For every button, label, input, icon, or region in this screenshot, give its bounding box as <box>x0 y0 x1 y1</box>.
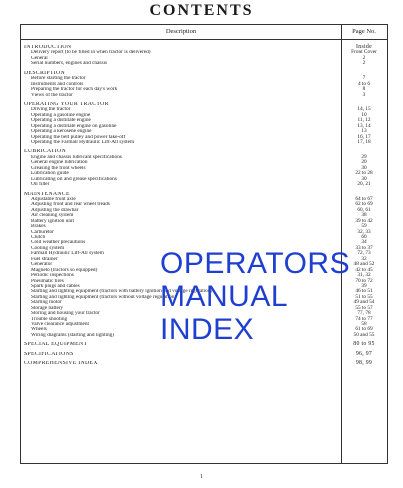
overlay-line-2: MANUAL <box>160 280 289 313</box>
page-reference: 98, 99 <box>355 360 373 367</box>
item-description: Starting motor <box>31 300 62 306</box>
page-reference: 32, 33 <box>357 228 371 235</box>
item-description: Magneto (tractors so equipped) <box>31 267 98 273</box>
item-description: Carburetor <box>31 229 54 235</box>
item-description: Periodic inspections <box>31 273 74 279</box>
page-reference: 60 <box>361 234 367 240</box>
page-reference: 4 to 6 <box>357 80 371 87</box>
page-reference: 16, 17 <box>357 133 371 140</box>
item-description: Operating a kerosene engine <box>31 129 92 135</box>
item-description: Driving the tractor <box>31 107 71 113</box>
item-description: Lubricating oil and grease specifications <box>31 176 117 182</box>
page-reference: 7 <box>362 75 366 82</box>
item-description: Oil filter <box>31 182 50 188</box>
item-description: Adjusting the drawbar <box>31 207 79 213</box>
section-row <box>21 361 387 366</box>
item-description: Trouble shooting <box>31 316 68 322</box>
page-reference: 39 <box>361 282 367 289</box>
item-description: Brakes <box>31 224 46 230</box>
item-description: Adjustable front axle <box>31 196 76 202</box>
contents-table <box>20 24 388 464</box>
item-description: Preparing the tractor for each day's work <box>31 87 118 93</box>
page-reference: 50 and 55 <box>353 331 375 338</box>
page-column-header: Page No. <box>352 28 376 35</box>
page-number: 1 <box>200 474 203 480</box>
item-description: Battery ignition unit <box>31 218 74 224</box>
item-description: Cooling system <box>31 245 65 251</box>
page-reference: 61 to 69 <box>355 326 373 333</box>
page-reference: 58 <box>361 321 367 327</box>
page-reference: 70 to 72 <box>355 277 373 284</box>
item-description: Operating a distillate engine <box>31 118 91 124</box>
item-description: Operating a gasoline engine <box>31 112 91 118</box>
page-reference: 30 <box>361 175 367 182</box>
item-description: Wheels <box>31 327 47 333</box>
item-description: Farmall Hydraulic Lift-All system <box>31 251 104 257</box>
page-reference: 33 to 37 <box>355 244 373 251</box>
item-description: Pneumatic tires <box>31 278 64 284</box>
item-description: General engine lubrication <box>31 160 88 166</box>
page-reference: 64 to 67 <box>355 195 373 202</box>
item-description: Engine and chassis lubricant specifications <box>31 154 122 160</box>
page-reference: 32 <box>361 255 367 262</box>
page-reference: 2 <box>362 54 366 61</box>
item-description: Storing and housing your tractor <box>31 311 100 317</box>
item-description: Delivery report (to be filled in when tractor is delivered) <box>31 50 151 56</box>
section-title: DESCRIPTION <box>24 70 65 76</box>
item-description: Adjusting front and rear wheel treads <box>31 202 110 208</box>
page-reference: 38 <box>361 212 367 219</box>
page-reference: 2 <box>362 60 366 67</box>
section-title: OPERATING YOUR TRACTOR <box>24 101 109 107</box>
item-description: Instruments and controls <box>31 81 84 87</box>
section-title: COMPREHENSIVE INDEX <box>24 361 98 367</box>
page-reference: 96, 97 <box>355 350 373 357</box>
page-reference: 31, 32 <box>357 272 371 279</box>
page-reference: 74 to 77 <box>355 315 373 322</box>
overlay-line-3: INDEX <box>160 313 255 346</box>
page-reference: 42 to 45 <box>355 266 373 273</box>
page-reference: 34 <box>361 239 367 246</box>
section-title: INTRODUCTION <box>24 45 72 50</box>
section-title: MAINTENANCE <box>24 191 70 197</box>
page-reference: 14, 15 <box>357 106 371 113</box>
item-description: Fuel strainer <box>31 256 58 262</box>
page-reference: Inside <box>356 44 372 50</box>
page-reference: 8 <box>362 86 366 93</box>
page-reference: 11, 12 <box>357 117 371 124</box>
item-description: Air cleaning system <box>31 213 74 219</box>
item-description: General <box>31 55 48 61</box>
page-reference: 29 <box>361 153 367 160</box>
item-description: Operating the belt pulley and power take-off <box>31 134 126 140</box>
overlay-line-1: OPERATORS <box>160 247 351 280</box>
page-reference: 39 to 42 <box>355 217 373 224</box>
page-reference: 49 and 54 <box>353 299 375 306</box>
page-reference: 77, 78 <box>357 310 371 317</box>
item-description: Operating a distillate engine on gasoline <box>31 123 117 129</box>
item-description: Starting and lighting equipment (tractors with battery ignition and voltage regulation) <box>31 289 213 295</box>
page-reference: 46 to 51 <box>355 288 373 295</box>
page-reference: 17, 18 <box>357 139 371 145</box>
page-reference: 3 <box>362 91 366 98</box>
item-description: Serial numbers, engines and chassis <box>31 61 108 67</box>
item-description: Spark plugs and cables <box>31 283 80 289</box>
page-reference: 22 to 28 <box>355 170 373 177</box>
page-reference: 80 to 95 <box>353 341 375 348</box>
page-title: CONTENTS <box>149 2 254 19</box>
item-description: Lubrication guide <box>31 171 69 177</box>
item-description: Wiring diagrams (starting and lighting) <box>31 332 115 338</box>
item-description: Greasing the front wheels <box>31 165 86 171</box>
item-description: Valve clearance adjustment <box>31 322 89 327</box>
item-description: Clutch <box>31 235 46 240</box>
page-reference: 60, 61 <box>357 206 371 213</box>
page-reference: 72, 73 <box>357 250 371 257</box>
item-description: Storage battery <box>31 305 64 311</box>
page-reference: 51 to 55 <box>355 293 373 300</box>
item-description: Starting and lighting equipment (tractors without voltage regulation) <box>31 294 177 300</box>
page-reference: 20 <box>361 159 367 166</box>
item-description: Generator <box>31 262 53 268</box>
page-reference: 13, 14 <box>357 122 371 129</box>
item-description: Cold weather precautions <box>31 240 86 246</box>
page-reference: 59 <box>361 223 367 230</box>
item-description: Views of the tractor <box>31 92 73 98</box>
page-reference: 55 to 57 <box>355 304 373 311</box>
table-header <box>21 25 387 40</box>
section-title: SPECIAL EQUIPMENT <box>24 342 88 348</box>
section-title: SPECIFICATIONS <box>24 351 74 357</box>
section-title: LUBRICATION <box>24 149 66 155</box>
page-reference: 13 <box>361 128 367 135</box>
page-reference: 20, 21 <box>357 181 371 188</box>
page-reference: 62 to 69 <box>355 201 373 208</box>
item-description: Before starting the tractor <box>31 76 86 82</box>
description-column-header: Description <box>165 28 197 35</box>
page-reference: Front Cover <box>351 49 377 56</box>
page-reference: 30 <box>361 164 367 171</box>
page-reference: 10 <box>361 111 367 118</box>
item-description: Operating the Farmall Hydraulic Lift-All system <box>31 140 135 145</box>
page-reference: 48 and 52 <box>353 261 375 268</box>
